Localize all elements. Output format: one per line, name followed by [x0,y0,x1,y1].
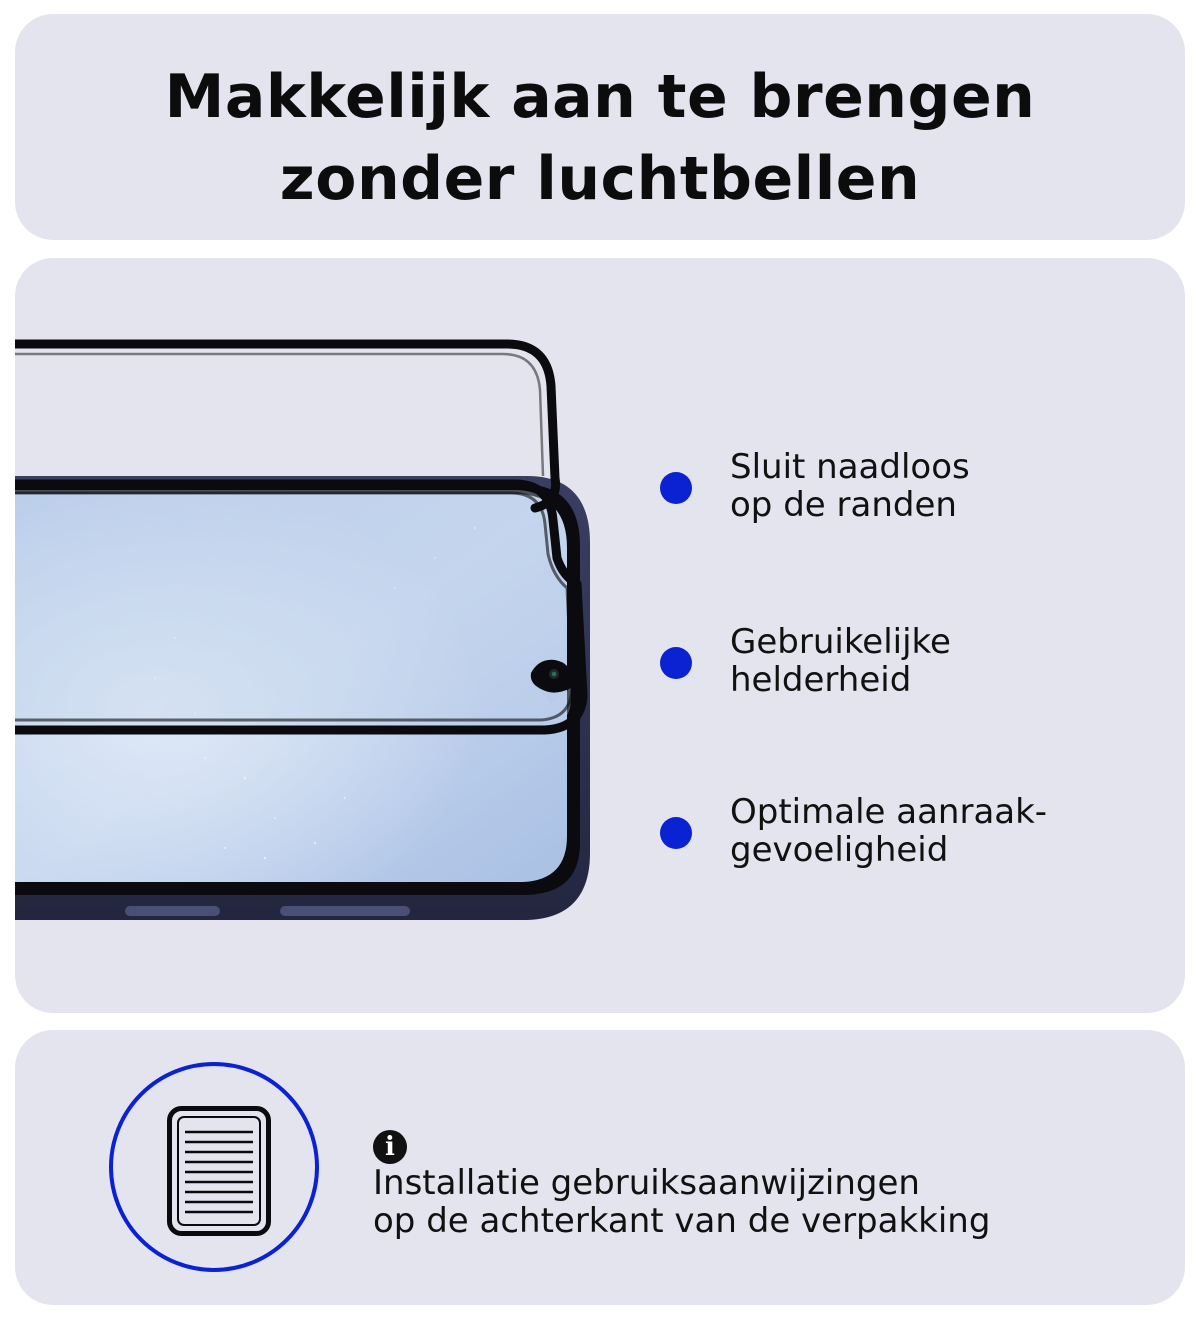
feature-1-line-2: op de randen [730,485,957,525]
phone-screen-protector-illustration [15,258,1185,1013]
installation-note [373,1130,990,1240]
feature-2-line-2: helderheid [730,660,912,700]
page-title-line-1: Makkelijk aan te brengen [164,62,1036,132]
bullet-dot-icon [660,817,692,849]
product-illustration-panel [15,258,1185,1013]
screen-protector-front [15,484,583,730]
document-icon [167,1106,271,1236]
bullet-dot-icon [660,647,692,679]
document-icon-circle [109,1062,319,1272]
feature-3-line-2: gevoeligheid [730,830,949,870]
installation-info-panel [15,1030,1185,1305]
bullet-dot-icon [660,472,692,504]
installation-note-text-1: Installatie gebruiksaanwijzingen [373,1163,920,1203]
info-icon: i [373,1130,407,1164]
installation-note-line-1 [373,1130,990,1202]
feature-1-line-1: Sluit naadloos [730,447,970,487]
installation-note-line-2: op de achterkant van de verpakking [373,1201,991,1241]
page-title-line-2: zonder luchtbellen [279,144,921,214]
feature-3-line-1: Optimale aanraak- [730,792,1048,832]
title-panel [15,14,1185,240]
feature-2-line-1: Gebruikelijke [730,622,951,662]
